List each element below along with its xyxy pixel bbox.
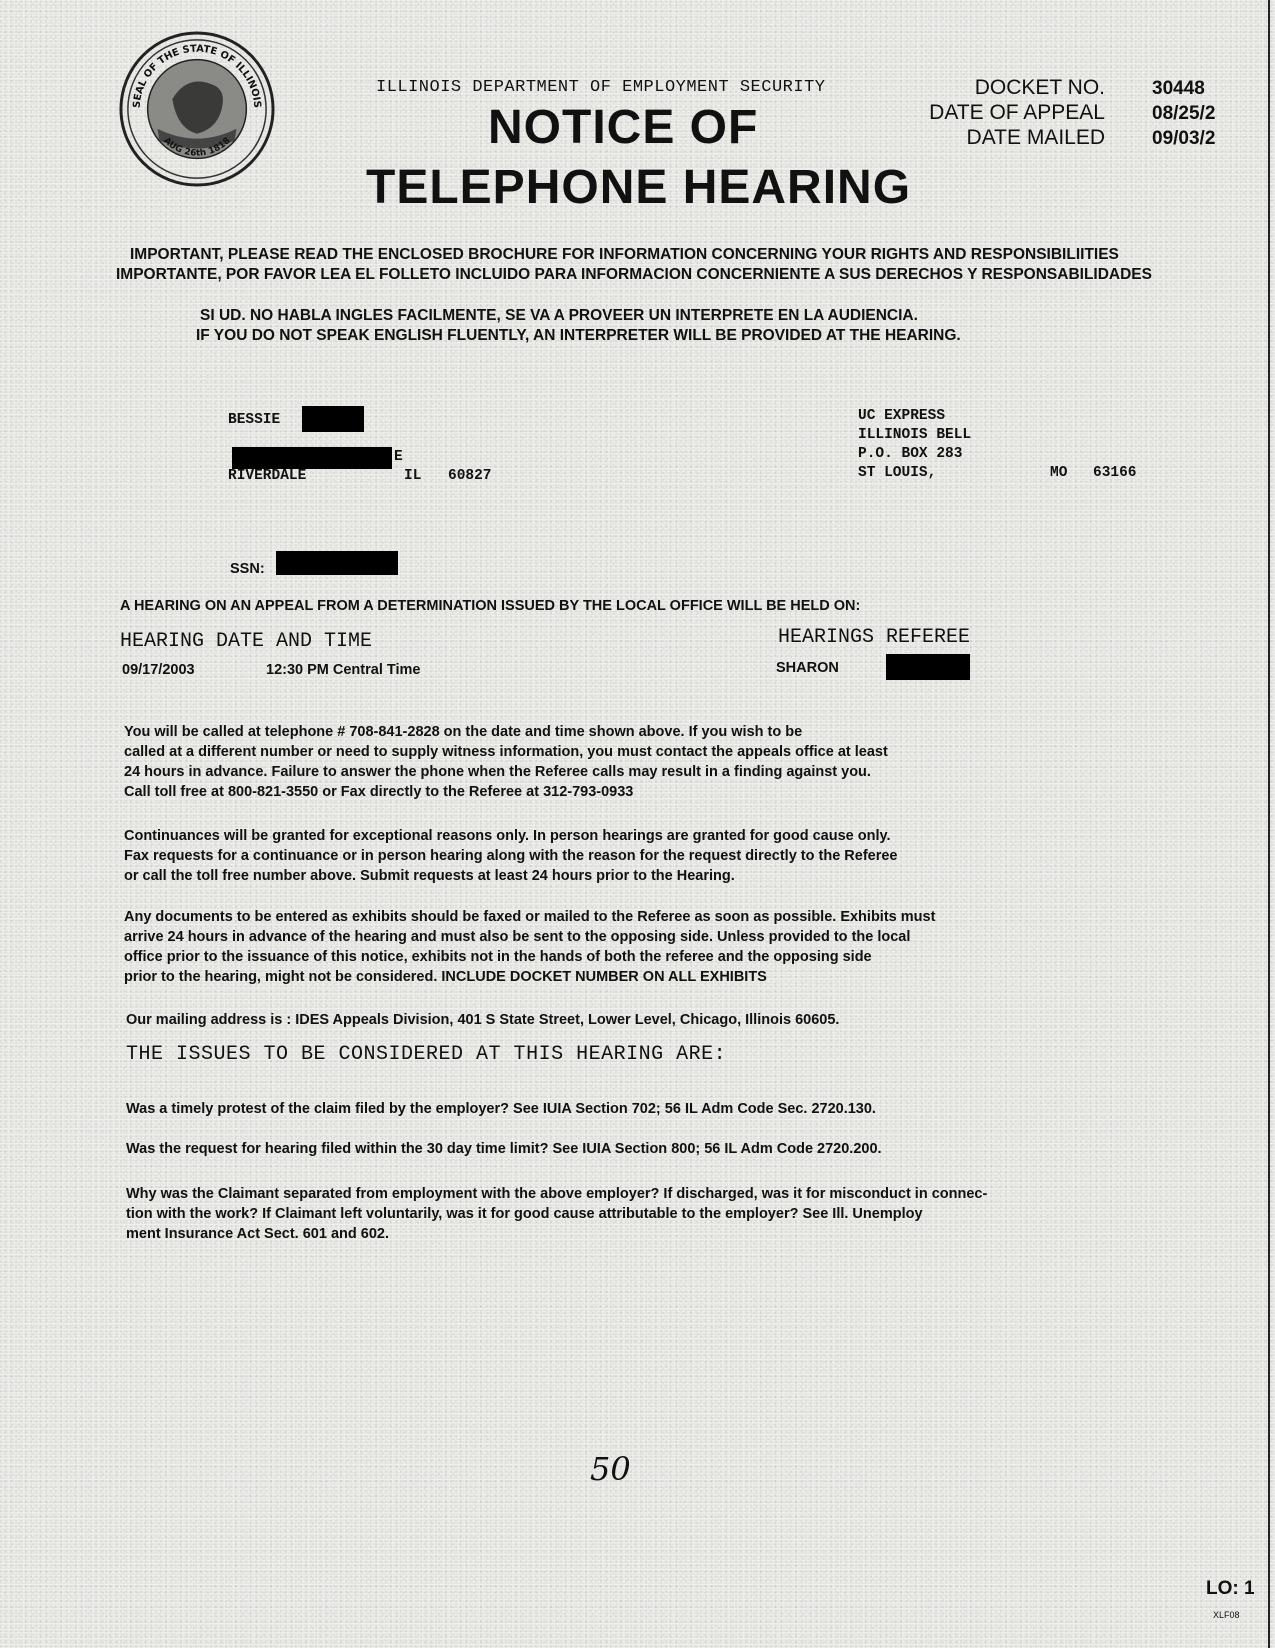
- issue-timely-protest: Was a timely protest of the claim filed by the employer? See IUIA Section 702; 56 IL Adm Code Sec. 2720.130.: [126, 1101, 876, 1117]
- phone-paragraph-line: called at a different number or need to supply witness information, you must contact the appeals office at least: [124, 744, 888, 760]
- continuances-paragraph-line: or call the toll free number above. Submit requests at least 24 hours prior to the Hearing.: [124, 868, 735, 884]
- employer-city: ST LOUIS,: [858, 465, 937, 481]
- svg-text:SEAL OF THE STATE OF ILLINOIS: SEAL OF THE STATE OF ILLINOIS: [131, 43, 263, 109]
- exhibits-paragraph-line: Any documents to be entered as exhibits should be faxed or mailed to the Referee as soon as possible. Exhibits must: [124, 909, 936, 925]
- issue-separation-line: ment Insurance Act Sect. 601 and 602.: [126, 1226, 389, 1242]
- claimant-state: IL: [404, 468, 422, 484]
- notice-interpreter-es: SI UD. NO HABLA INGLES FACILMENTE, SE VA A PROVEER UN INTERPRETE EN LA AUDIENCIA.: [200, 307, 918, 324]
- claimant-street-suffix: E: [394, 449, 403, 465]
- phone-paragraph: [124, 722, 1234, 802]
- continuances-paragraph-line: Continuances will be granted for exceptional reasons only. In person hearings are granted for good cause only.: [124, 828, 891, 844]
- appeal-date-value: 08/25/2: [1152, 103, 1216, 124]
- continuances-paragraph-line: Fax requests for a continuance or in person hearing along with the reason for the request directly to the Referee: [124, 848, 898, 864]
- employer-state: MO: [1050, 465, 1068, 481]
- docket-label: DOCKET NO.: [974, 76, 1105, 99]
- issue-separation: [126, 1184, 1275, 1244]
- exhibits-paragraph-line: arrive 24 hours in advance of the hearing and must also be sent to the opposing side. Unless provided to the local: [124, 929, 911, 945]
- employer-line2: ILLINOIS BELL: [858, 427, 972, 443]
- docket-value: 30448: [1152, 78, 1205, 99]
- appeal-date-label: DATE OF APPEAL: [929, 101, 1105, 124]
- phone-paragraph-line: Call toll free at 800-821-3550 or Fax directly to the Referee at 312-793-0933: [124, 784, 634, 800]
- employer-line1: UC EXPRESS: [858, 408, 946, 424]
- issue-separation-line: Why was the Claimant separated from employment with the above employer? If discharged, was it for misconduct in connec-: [126, 1186, 988, 1202]
- claimant-first-name: BESSIE: [228, 412, 281, 428]
- redaction-referee-lastname: [886, 654, 970, 680]
- employer-line3: P.O. BOX 283: [858, 446, 963, 462]
- exhibits-paragraph-line: prior to the hearing, might not be considered. INCLUDE DOCKET NUMBER ON ALL EXHIBITS: [124, 969, 767, 985]
- issue-request-time-limit: Was the request for hearing filed within the 30 day time limit? See IUIA Section 800; 56 IL Adm Code 2720.200.: [126, 1141, 882, 1157]
- svg-text:AUG 26th 1818: AUG 26th 1818: [161, 135, 233, 159]
- redaction-ssn: [276, 551, 398, 575]
- mailing-address: Our mailing address is : IDES Appeals Division, 401 S State Street, Lower Level, Chicago, Illinois 60605.: [126, 1012, 840, 1028]
- issue-separation-line: tion with the work? If Claimant left voluntarily, was it for good cause attributable to the employer? See Ill. Unemploy: [126, 1206, 923, 1222]
- redaction-claimant-lastname: [302, 406, 364, 432]
- phone-paragraph-line: 24 hours in advance. Failure to answer the phone when the Referee calls may result in a finding against you.: [124, 764, 871, 780]
- hearing-intro: A HEARING ON AN APPEAL FROM A DETERMINATION ISSUED BY THE LOCAL OFFICE WILL BE HELD ON:: [120, 598, 861, 614]
- department-name: ILLINOIS DEPARTMENT OF EMPLOYMENT SECURITY: [376, 78, 826, 97]
- lo-code: LO: 1: [1206, 1578, 1255, 1599]
- exhibits-paragraph: [124, 907, 1234, 987]
- handwritten-page-number: 50: [590, 1450, 631, 1488]
- issues-heading: THE ISSUES TO BE CONSIDERED AT THIS HEARING ARE:: [126, 1043, 727, 1066]
- employer-zip: 63166: [1093, 465, 1137, 481]
- redaction-claimant-street: [232, 447, 392, 469]
- claimant-zip: 60827: [448, 468, 492, 484]
- hearings-referee-label: HEARINGS REFEREE: [778, 626, 971, 649]
- mailed-date-value: 09/03/2: [1152, 128, 1216, 149]
- referee-first-name: SHARON: [776, 660, 839, 676]
- notice-interpreter-en: IF YOU DO NOT SPEAK ENGLISH FLUENTLY, AN INTERPRETER WILL BE PROVIDED AT THE HEARING.: [196, 327, 961, 344]
- page-title-line1: NOTICE OF: [488, 101, 759, 154]
- scan-edge-line: [1268, 0, 1270, 1648]
- phone-paragraph-line: You will be called at telephone # 708-841-2828 on the date and time shown above. If you wish to be: [124, 724, 803, 740]
- notice-important-en: IMPORTANT, PLEASE READ THE ENCLOSED BROCHURE FOR INFORMATION CONCERNING YOUR RIGHTS AND RESPONSIBILIITIES: [130, 246, 1119, 263]
- mailed-date-label: DATE MAILED: [966, 126, 1105, 149]
- exhibits-paragraph-line: office prior to the issuance of this notice, exhibits not in the hands of both the referee and the opposing side: [124, 949, 872, 965]
- hearing-date: 09/17/2003: [122, 662, 195, 678]
- continuances-paragraph: [124, 826, 1234, 886]
- page-title-line2: TELEPHONE HEARING: [366, 161, 912, 214]
- hearing-date-time-label: HEARING DATE AND TIME: [120, 630, 373, 653]
- notice-important-es: IMPORTANTE, POR FAVOR LEA EL FOLLETO INCLUIDO PARA INFORMACION CONCERNIENTE A SUS DERECHOS Y RESPONSABILIDADES: [116, 266, 1152, 283]
- claimant-city: RIVERDALE: [228, 468, 307, 484]
- illinois-state-seal-icon: [118, 30, 276, 188]
- ssn-label: SSN:: [230, 561, 265, 577]
- form-code: XLF08: [1213, 1610, 1240, 1620]
- hearing-time: 12:30 PM Central Time: [266, 662, 421, 678]
